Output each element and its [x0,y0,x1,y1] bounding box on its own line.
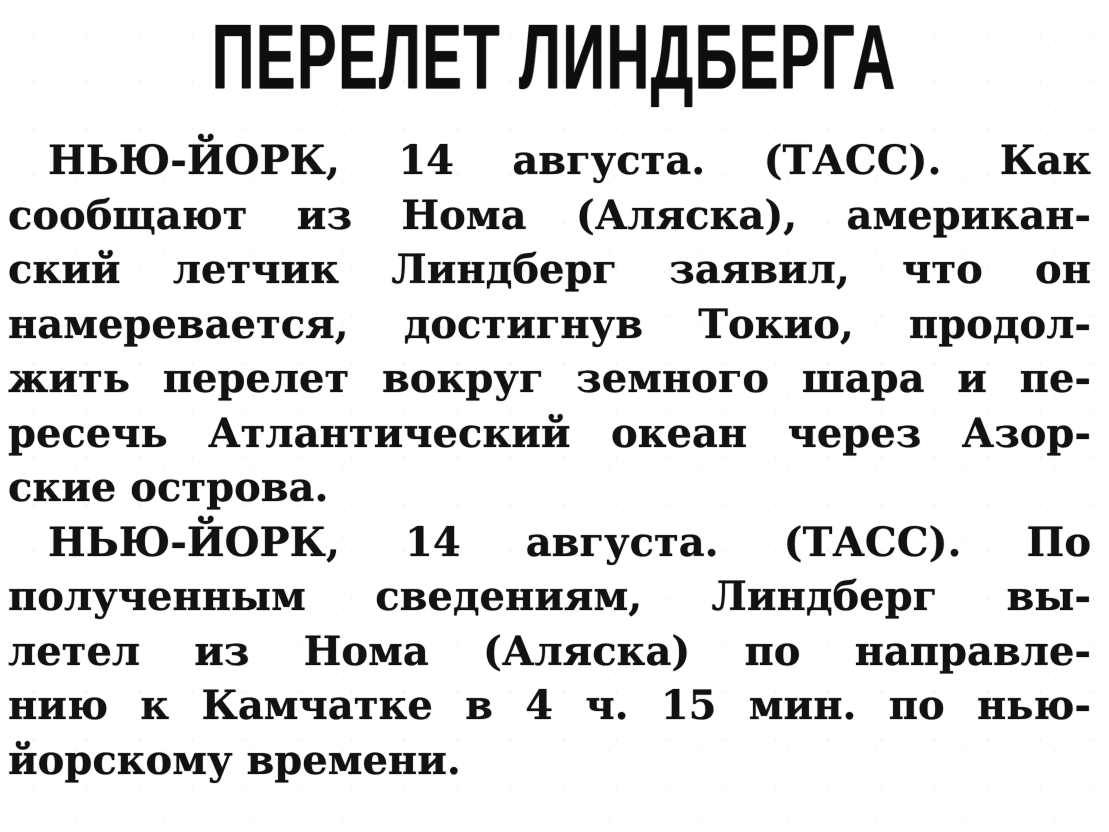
article-line: НЬЮ-ЙОРК, 14 августа. (ТАСС). Как [48,137,1091,184]
paragraph-2 [8,516,1091,789]
article-line: полученным сведениям, Линдберг вы- [8,573,1091,620]
article-line: жить перелет вокруг земного шара и пе- [8,355,1091,402]
article-line: ские острова. [8,464,329,511]
article-line: йорскому времени. [8,736,461,784]
article-line: ресечь Атлантический океан через Азор- [8,409,1091,457]
article-line: сообщают из Нома (Аляска), американ- [8,191,1091,239]
article-line: намеревается, достигнув Токио, продол- [8,300,1091,348]
paragraph-1 [8,134,1091,516]
article-line: летел из Нома (Аляска) по направле- [8,627,1091,675]
article-line: ский летчик Линдберг заявил, что он [8,246,1091,293]
article-headline-text: ПЕРЕЛЕТ ЛИНДБЕРГА [212,5,897,109]
article-headline [0,4,1109,109]
article-line: НЬЮ-ЙОРК, 14 августа. (ТАСС). По [48,518,1091,566]
article-line: нию к Камчатке в 4 ч. 15 мин. по нью- [8,682,1091,729]
article-body [8,134,1091,788]
